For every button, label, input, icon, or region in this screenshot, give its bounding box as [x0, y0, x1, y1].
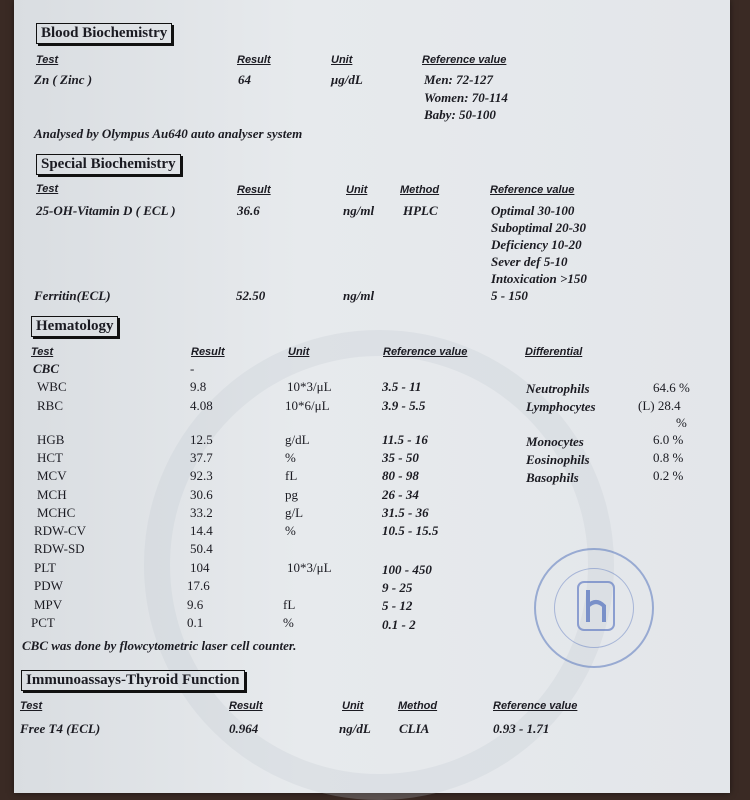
ferritin-ref: 5 - 150: [491, 288, 528, 303]
header-result: Result: [229, 700, 263, 712]
hema-unit: pg: [285, 487, 298, 502]
diff-value: (L) 28.4: [638, 398, 681, 413]
hema-test: PCT: [31, 615, 55, 630]
vitd-result: 36.6: [237, 203, 260, 218]
header-test: Test: [36, 183, 59, 195]
header-reference: Reference value: [490, 184, 575, 196]
hema-test: WBC: [37, 379, 67, 394]
vitd-ref-line: Intoxication >150: [491, 271, 587, 286]
hema-result: 30.6: [190, 487, 213, 502]
analyser-note: Analysed by Olympus Au640 auto analyser system: [34, 126, 303, 141]
ft4-ref: 0.93 - 1.71: [493, 721, 550, 736]
zinc-ref-baby: Baby: 50-100: [424, 107, 496, 122]
hema-unit: %: [285, 450, 296, 465]
hema-test: PLT: [34, 560, 56, 575]
vitd-test: 25-OH-Vitamin D ( ECL ): [36, 203, 176, 218]
section-title-blood-biochemistry: Blood Biochemistry: [36, 23, 172, 44]
diff-name: Neutrophils: [526, 381, 590, 396]
header-reference: Reference value: [493, 700, 578, 712]
vitd-ref-line: Optimal 30-100: [491, 203, 575, 218]
vitd-ref-line: Deficiency 10-20: [491, 237, 582, 252]
hema-test: MCV: [37, 468, 67, 483]
hema-result: 9.8: [190, 379, 207, 394]
hema-unit: 10*3/μL: [287, 379, 332, 394]
hema-test: RDW-CV: [34, 523, 86, 538]
vitd-unit: ng/ml: [343, 203, 375, 218]
hema-result: 12.5: [190, 432, 213, 447]
hema-result: 92.3: [190, 468, 213, 483]
hema-test: RDW-SD: [34, 541, 85, 556]
hema-result: 17.6: [187, 578, 210, 593]
hema-result: 50.4: [190, 541, 213, 556]
ft4-unit: ng/dL: [339, 721, 371, 736]
hema-ref: 9 - 25: [382, 580, 413, 595]
hema-test: MPV: [34, 597, 63, 612]
header-method: Method: [400, 184, 440, 196]
hema-ref: 11.5 - 16: [382, 432, 428, 447]
hema-unit: 10*3/μL: [287, 560, 332, 575]
hema-test: MCHC: [37, 505, 76, 520]
zinc-test: Zn ( Zinc ): [34, 72, 93, 87]
header-unit: Unit: [288, 346, 310, 358]
hema-ref: 80 - 98: [382, 468, 419, 483]
section-title-hematology: Hematology: [31, 316, 118, 337]
diff-name: Eosinophils: [526, 452, 590, 467]
hema-ref: 35 - 50: [382, 450, 419, 465]
ferritin-result: 52.50: [236, 288, 266, 303]
hema-result: 4.08: [190, 398, 213, 413]
hema-test: MCH: [37, 487, 67, 502]
cbc-label: CBC: [33, 361, 60, 376]
hema-test: HCT: [37, 450, 63, 465]
hema-ref: 0.1 - 2: [382, 617, 416, 632]
hema-unit: 10*6/μL: [285, 398, 330, 413]
vitd-ref-line: Suboptimal 20-30: [491, 220, 586, 235]
hema-result: 9.6: [187, 597, 204, 612]
hema-ref: 10.5 - 15.5: [382, 523, 439, 538]
diff-name: Monocytes: [526, 434, 584, 449]
zinc-unit: μg/dL: [331, 72, 363, 87]
hema-ref: 31.5 - 36: [382, 505, 429, 520]
vitd-method: HPLC: [403, 203, 438, 218]
header-reference: Reference value: [422, 54, 507, 66]
hema-unit: %: [283, 615, 294, 630]
header-differential: Differential: [525, 346, 583, 358]
hema-ref: 26 - 34: [382, 487, 419, 502]
hema-result: 0.1: [187, 615, 204, 630]
hema-ref: 3.9 - 5.5: [382, 398, 426, 413]
header-test: Test: [20, 700, 43, 712]
header-result: Result: [237, 54, 271, 66]
header-test: Test: [31, 346, 54, 358]
diff-lymph-percent: %: [676, 415, 687, 430]
ferritin-test: Ferritin(ECL): [34, 288, 111, 303]
hema-unit: g/L: [285, 505, 304, 520]
vitd-ref-line: Sever def 5-10: [491, 254, 568, 269]
zinc-ref-women: Women: 70-114: [424, 90, 508, 105]
header-unit: Unit: [331, 54, 353, 66]
hema-test: RBC: [37, 398, 64, 413]
header-unit: Unit: [342, 700, 364, 712]
zinc-result: 64: [238, 72, 251, 87]
hema-result: 37.7: [190, 450, 213, 465]
header-result: Result: [191, 346, 225, 358]
lab-stamp: [534, 548, 654, 668]
diff-name: Lymphocytes: [526, 399, 596, 414]
hema-result: 104: [190, 560, 210, 575]
ft4-method: CLIA: [399, 721, 430, 736]
ft4-test: Free T4 (ECL): [20, 721, 101, 736]
diff-value: 0.8 %: [653, 450, 684, 465]
ferritin-unit: ng/ml: [343, 288, 375, 303]
header-unit: Unit: [346, 184, 368, 196]
section-title-thyroid: Immunoassays-Thyroid Function: [21, 670, 245, 691]
header-test: Test: [36, 54, 59, 66]
header-method: Method: [398, 700, 438, 712]
hema-unit: fL: [283, 597, 296, 612]
hema-result: 14.4: [190, 523, 213, 538]
zinc-ref-men: Men: 72-127: [424, 72, 493, 87]
section-title-special-biochemistry: Special Biochemistry: [36, 154, 181, 175]
hema-unit: fL: [285, 468, 298, 483]
hema-ref: 5 - 12: [382, 598, 413, 613]
cbc-dash: -: [190, 361, 195, 376]
cbc-method-note: CBC was done by flowcytometric laser cell counter.: [22, 638, 297, 653]
hema-result: 33.2: [190, 505, 213, 520]
hema-test: PDW: [34, 578, 63, 593]
hema-ref: 3.5 - 11: [382, 379, 422, 394]
hema-unit: g/dL: [285, 432, 310, 447]
diff-name: Basophils: [526, 470, 579, 485]
header-result: Result: [237, 184, 271, 196]
hema-ref: 100 - 450: [382, 562, 432, 577]
hema-test: HGB: [37, 432, 65, 447]
ft4-result: 0.964: [229, 721, 259, 736]
diff-value: 0.2 %: [653, 468, 684, 483]
diff-value: 64.6 %: [653, 380, 690, 395]
lab-logo-icon: [576, 580, 616, 632]
diff-value: 6.0 %: [653, 432, 684, 447]
header-reference: Reference value: [383, 346, 468, 358]
hema-unit: %: [285, 523, 296, 538]
